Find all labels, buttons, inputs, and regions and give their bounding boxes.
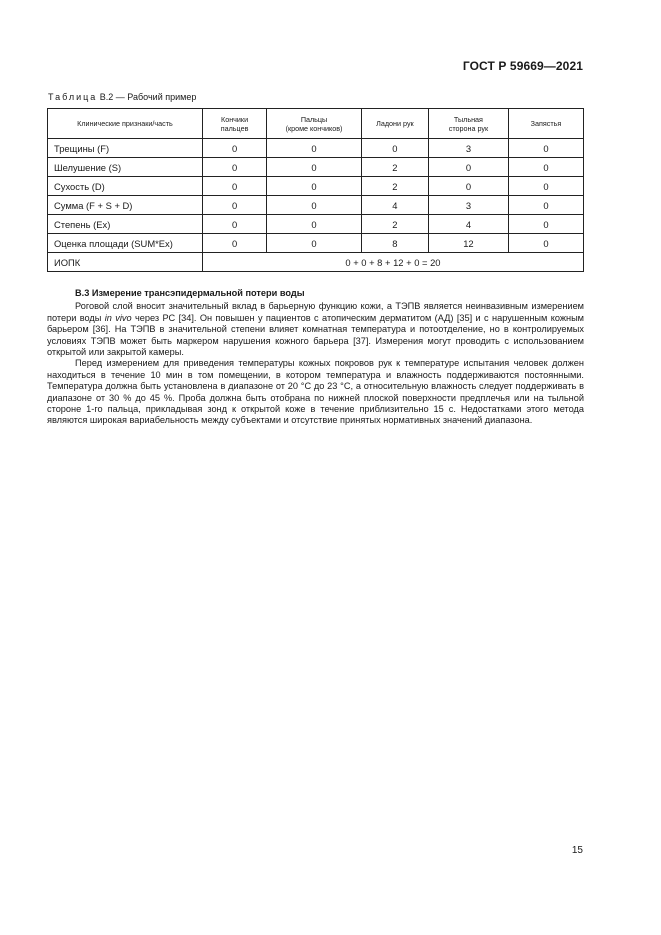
table-cell: 0	[202, 139, 266, 158]
section-title: В.3 Измерение трансэпидермальной потери воды	[75, 288, 305, 298]
table-cell: 0	[202, 177, 266, 196]
row-label: Сухость (D)	[48, 177, 203, 196]
table-cell: 4	[428, 215, 508, 234]
header-fingers-line2: (кроме кончиков)	[285, 123, 343, 133]
header-clinical-signs: Клинические признаки/часть	[48, 109, 203, 139]
header-back-line2: сторона рук	[448, 123, 489, 133]
table-cell: 0	[361, 139, 428, 158]
header-fingertips	[202, 109, 266, 139]
table-cell: 0	[267, 196, 362, 215]
example-table	[47, 108, 584, 272]
table-cell: 0	[508, 215, 583, 234]
page-number: 15	[571, 845, 583, 856]
header-fingers-line1: Пальцы	[300, 114, 328, 124]
table-total-row	[48, 253, 584, 272]
paragraph-1-part-b: через РС [34]. Он повышен у пациентов с атопическим дерматитом (АД) [35] и с нарушенным кожным барьером [36]. На ТЭПВ в значительной степени влияет комнатная температура и потоотделение, но в контролируемых условиях ТЭПВ может быть маркером нарушения кожного барьера [37]. Измерения могут проводить с использованием открытой или закрытой камеры.	[47, 312, 584, 358]
table-cell: 8	[361, 234, 428, 253]
table-cell: 0	[508, 158, 583, 177]
table-cell: 2	[361, 215, 428, 234]
row-label: Сумма (F + S + D)	[48, 196, 203, 215]
table-caption-title: В.2 — Рабочий пример	[97, 92, 197, 102]
header-back-line1: Тыльная	[453, 114, 483, 124]
table-cell: 0	[267, 215, 362, 234]
table-cell: 0	[267, 177, 362, 196]
row-label: Оценка площади (SUM*Ex)	[48, 234, 203, 253]
table-row	[48, 234, 584, 253]
table-cell: 12	[428, 234, 508, 253]
table-cell: 0	[428, 158, 508, 177]
table-cell: 0	[202, 158, 266, 177]
paragraph-1	[47, 301, 584, 358]
table-row	[48, 139, 584, 158]
table-cell: 0	[428, 177, 508, 196]
table-cell: 4	[361, 196, 428, 215]
table-header-row	[48, 109, 584, 139]
header-back-of-hands	[428, 109, 508, 139]
table-row	[48, 215, 584, 234]
paragraph-1-part-a: Роговой слой вносит значительный вклад в барьерную функцию кожи, а ТЭПВ является неинвазивным измерением потери воды	[47, 301, 584, 323]
section-b3	[47, 288, 584, 427]
row-label: Шелушение (S)	[48, 158, 203, 177]
header-wrists: Запястья	[508, 109, 583, 139]
table-cell: 0	[267, 234, 362, 253]
table-cell: 0	[202, 215, 266, 234]
table-cell: 0	[267, 139, 362, 158]
table-row	[48, 196, 584, 215]
table-caption-prefix: Таблица	[48, 92, 98, 102]
paragraph-1-italic: in vivo	[104, 312, 132, 323]
table-cell: 3	[428, 139, 508, 158]
header-fingertips-line2: пальцев	[220, 123, 249, 133]
table-cell: 2	[361, 177, 428, 196]
table-cell: 0	[508, 177, 583, 196]
total-row-label: ИОПК	[48, 253, 203, 272]
document-code: ГОСТ Р 59669—2021	[462, 59, 583, 73]
table-cell: 0	[202, 234, 266, 253]
table-row	[48, 158, 584, 177]
table-cell: 2	[361, 158, 428, 177]
table-cell: 0	[508, 139, 583, 158]
table-cell: 3	[428, 196, 508, 215]
row-label: Трещины (F)	[48, 139, 203, 158]
table-cell: 0	[508, 234, 583, 253]
row-label: Степень (Ex)	[48, 215, 203, 234]
table-row	[48, 177, 584, 196]
table-caption	[48, 92, 196, 102]
table-cell: 0	[202, 196, 266, 215]
header-palms: Ладони рук	[361, 109, 428, 139]
table-cell: 0	[267, 158, 362, 177]
paragraph-2: Перед измерением для приведения температуры кожных покровов рук к температуре испытания человек должен находиться в течение 10 мин в том помещении, в котором температура и влажность поддерживаются постоянными. Температура должна быть установлена в диапазоне от 20 °C до 23 °C, а относительную влажность следует поддерживать в диапазоне от 30 % до 45 %. Проба должна быть отобрана по нижней плоской поверхности предплечья или на тыльной стороне 1-го пальца, прикладывая зонд к открытой коже в течение приблизительно 15 с. Недостатками этого метода являются широкая вариабельность между субъектами и отсутствие принятых нормативных значений диапазона.	[47, 358, 584, 426]
total-row-value: 0 + 0 + 8 + 12 + 0 = 20	[202, 253, 583, 272]
header-fingertips-line1: Кончики	[221, 114, 249, 124]
table-cell: 0	[508, 196, 583, 215]
header-fingers	[267, 109, 362, 139]
